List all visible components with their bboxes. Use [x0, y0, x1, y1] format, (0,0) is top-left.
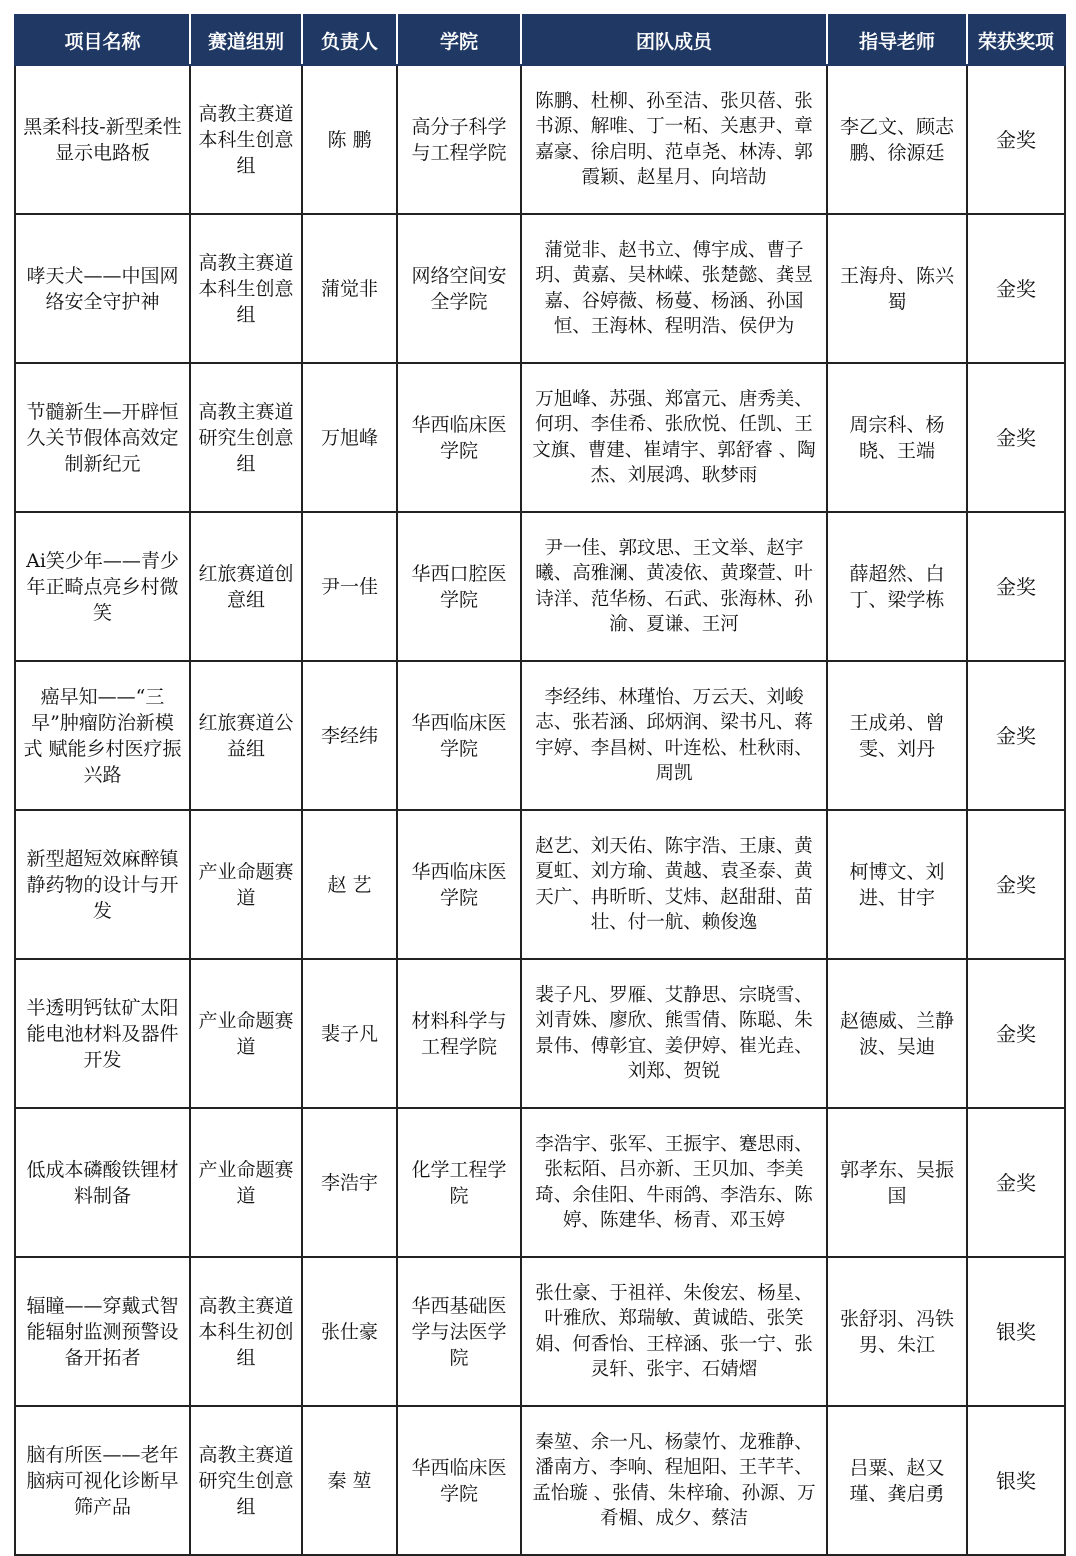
cell-project: 半透明钙钛矿太阳能电池材料及器件开发	[15, 959, 190, 1108]
cell-advisor: 吕粟、赵又瑾、龚启勇	[827, 1406, 967, 1555]
awards-table	[14, 14, 1066, 1556]
cell-members: 陈鹏、杜柳、孙至洁、张贝蓓、张书源、解唯、丁一柘、关惠尹、章嘉豪、徐启明、范卓尧、林涛、郭霞颖、赵星月、向培劼	[521, 65, 827, 214]
cell-track: 红旅赛道创意组	[190, 512, 302, 661]
cell-leader: 秦 堃	[302, 1406, 397, 1555]
cell-advisor: 张舒羽、冯铁男、朱江	[827, 1257, 967, 1406]
header-project: 项目名称	[15, 15, 190, 65]
cell-members: 裴子凡、罗雁、艾静思、宗晓雪、刘青姝、廖欣、熊雪倩、陈聪、朱景伟、傅彰宜、姜伊婷、崔光垚、刘郑、贺锐	[521, 959, 827, 1108]
header-award: 荣获奖项	[967, 15, 1065, 65]
cell-college: 华西基础医学与法医学院	[397, 1257, 521, 1406]
cell-project: Ai笑少年——青少年正畸点亮乡村微笑	[15, 512, 190, 661]
cell-members: 秦堃、余一凡、杨蒙竹、龙雅静、潘南方、李响、程旭阳、王芊芊、孟怡璇 、张倩、朱梓瑜、孙源、万肴楣、成夕、蔡洁	[521, 1406, 827, 1555]
cell-leader: 李经纬	[302, 661, 397, 810]
header-leader: 负责人	[302, 15, 397, 65]
table-row	[15, 810, 1065, 959]
table-row	[15, 512, 1065, 661]
cell-project: 癌早知——“三早”肿瘤防治新模式 赋能乡村医疗振兴路	[15, 661, 190, 810]
cell-college: 华西口腔医学院	[397, 512, 521, 661]
cell-track: 产业命题赛道	[190, 1108, 302, 1257]
header-track: 赛道组别	[190, 15, 302, 65]
cell-advisor: 郭孝东、吴振国	[827, 1108, 967, 1257]
cell-track: 高教主赛道本科生创意组	[190, 214, 302, 363]
cell-college: 华西临床医学院	[397, 810, 521, 959]
cell-award: 金奖	[967, 810, 1065, 959]
cell-college: 华西临床医学院	[397, 1406, 521, 1555]
cell-project: 哮天犬——中国网络安全守护神	[15, 214, 190, 363]
table-row	[15, 1257, 1065, 1406]
table-row	[15, 363, 1065, 512]
cell-members: 李浩宇、张军、王振宇、蹇思雨、张耘陌、吕亦新、王贝加、李美琦、余佳阳、牛雨鸽、李浩东、陈婷、陈建华、杨青、邓玉婷	[521, 1108, 827, 1257]
cell-leader: 尹一佳	[302, 512, 397, 661]
cell-award: 银奖	[967, 1257, 1065, 1406]
cell-award: 金奖	[967, 363, 1065, 512]
cell-advisor: 周宗科、杨晓、王端	[827, 363, 967, 512]
cell-advisor: 薛超然、白丁、梁学栋	[827, 512, 967, 661]
table-row	[15, 214, 1065, 363]
cell-project: 新型超短效麻醉镇静药物的设计与开发	[15, 810, 190, 959]
cell-award: 金奖	[967, 65, 1065, 214]
cell-leader: 裴子凡	[302, 959, 397, 1108]
cell-track: 高教主赛道本科生初创组	[190, 1257, 302, 1406]
awards-table-container	[14, 14, 1064, 1556]
table-header-row	[15, 15, 1065, 65]
cell-college: 华西临床医学院	[397, 661, 521, 810]
header-members: 团队成员	[521, 15, 827, 65]
cell-advisor: 柯博文、刘进、甘宇	[827, 810, 967, 959]
cell-project: 脑有所医——老年脑病可视化诊断早筛产品	[15, 1406, 190, 1555]
cell-award: 金奖	[967, 959, 1065, 1108]
cell-leader: 万旭峰	[302, 363, 397, 512]
cell-award: 金奖	[967, 1108, 1065, 1257]
cell-track: 红旅赛道公益组	[190, 661, 302, 810]
table-body	[15, 65, 1065, 1555]
cell-leader: 李浩宇	[302, 1108, 397, 1257]
cell-leader: 蒲觉非	[302, 214, 397, 363]
cell-track: 产业命题赛道	[190, 959, 302, 1108]
cell-award: 银奖	[967, 1406, 1065, 1555]
cell-advisor: 赵德威、兰静波、吴迪	[827, 959, 967, 1108]
cell-track: 高教主赛道研究生创意组	[190, 1406, 302, 1555]
cell-college: 华西临床医学院	[397, 363, 521, 512]
cell-members: 蒲觉非、赵书立、傅宇成、曹子玥、黄嘉、吴林嵘、张楚懿、龚昱嘉、谷婷薇、杨蔓、杨涵、孙国恒、王海林、程明浩、侯伊为	[521, 214, 827, 363]
cell-project: 节髓新生—开辟恒久关节假体高效定制新纪元	[15, 363, 190, 512]
cell-leader: 赵 艺	[302, 810, 397, 959]
table-row	[15, 1406, 1065, 1555]
cell-advisor: 李乙文、顾志鹏、徐源廷	[827, 65, 967, 214]
table-row	[15, 959, 1065, 1108]
cell-leader: 张仕豪	[302, 1257, 397, 1406]
cell-track: 产业命题赛道	[190, 810, 302, 959]
table-row	[15, 65, 1065, 214]
cell-project: 辐瞳——穿戴式智能辐射监测预警设备开拓者	[15, 1257, 190, 1406]
cell-track: 高教主赛道研究生创意组	[190, 363, 302, 512]
cell-members: 尹一佳、郭玟思、王文举、赵宇曦、高雅澜、黄凌依、黄璨萱、叶诗洋、范华杨、石武、张海林、孙渝、夏谦、王河	[521, 512, 827, 661]
cell-track: 高教主赛道本科生创意组	[190, 65, 302, 214]
cell-project: 低成本磷酸铁锂材料制备	[15, 1108, 190, 1257]
cell-members: 张仕豪、于祖祥、朱俊宏、杨星、叶雅欣、郑瑞敏、黄诚皓、张笑娟、何香怡、王梓涵、张一宁、张灵轩、张宇、石婧熠	[521, 1257, 827, 1406]
table-row	[15, 1108, 1065, 1257]
cell-award: 金奖	[967, 661, 1065, 810]
cell-members: 李经纬、林瑾怡、万云天、刘峻志、张若涵、邱炳润、梁书凡、蒋宇婷、李昌树、叶连松、杜秋雨、周凯	[521, 661, 827, 810]
cell-members: 赵艺、刘天佑、陈宇浩、王康、黄夏虹、刘方瑜、黄越、袁圣泰、黄天广、冉昕昕、艾炜、赵甜甜、苗壮、付一航、赖俊逸	[521, 810, 827, 959]
cell-college: 网络空间安全学院	[397, 214, 521, 363]
cell-award: 金奖	[967, 512, 1065, 661]
table-row	[15, 661, 1065, 810]
cell-award: 金奖	[967, 214, 1065, 363]
cell-members: 万旭峰、苏强、郑富元、唐秀美、何玥、李佳希、张欣悦、任凯、王文旗、曹建、崔靖宇、郭舒睿 、陶杰、刘展鸿、耿梦雨	[521, 363, 827, 512]
cell-advisor: 王成弟、曾雯、刘丹	[827, 661, 967, 810]
cell-leader: 陈 鹏	[302, 65, 397, 214]
cell-college: 材料科学与工程学院	[397, 959, 521, 1108]
cell-project: 黑柔科技-新型柔性显示电路板	[15, 65, 190, 214]
header-advisor: 指导老师	[827, 15, 967, 65]
cell-advisor: 王海舟、陈兴蜀	[827, 214, 967, 363]
cell-college: 高分子科学与工程学院	[397, 65, 521, 214]
cell-college: 化学工程学院	[397, 1108, 521, 1257]
header-college: 学院	[397, 15, 521, 65]
